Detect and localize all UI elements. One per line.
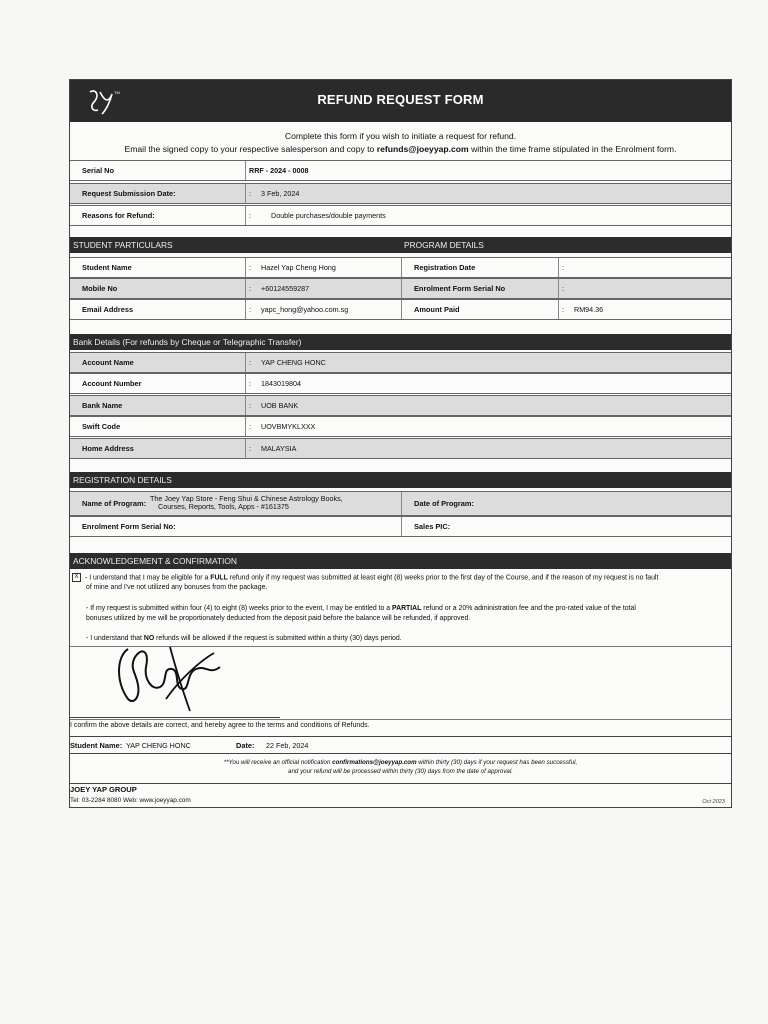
submission-date-row	[70, 183, 731, 204]
amount-paid-value: RM94.36	[574, 305, 604, 314]
bank-details-subheading: (For refunds by Cheque or Telegraphic Transfer)	[122, 337, 302, 347]
confirm-date-label: Date:	[236, 740, 255, 750]
home-address-value: MALAYSIA	[261, 444, 297, 453]
program-details-heading: PROGRAM DETAILS	[404, 240, 484, 250]
account-number-field[interactable]: : 1843019804	[245, 374, 731, 393]
registration-section-bar	[70, 472, 731, 488]
ack-p1-text-c: refund only if my request was submitted at least eight (8) weeks prior to the first day of the Course, and if the reason of my request is no fault	[227, 574, 659, 582]
note-line-1-post: within thirty (30) days if your request has been successful,	[416, 759, 578, 766]
amount-paid-label: Amount Paid	[401, 300, 558, 319]
student-row-2	[70, 278, 731, 299]
swift-label: Swift Code	[82, 422, 121, 431]
ack-paragraph-2	[70, 604, 731, 624]
submission-date-field[interactable]: : 3 Feb, 2024	[245, 184, 731, 203]
student-particulars-heading: STUDENT PARTICULARS	[73, 240, 173, 250]
registration-enrol-label: Enrolment Form Serial No:	[82, 522, 176, 531]
acknowledgement-heading: ACKNOWLEDGEMENT & CONFIRMATION	[73, 556, 237, 566]
account-name-field[interactable]: : YAP CHENG HONC	[245, 353, 731, 372]
program-name-line-1: The Joey Yap Store - Feng Shui & Chinese Astrology Books,	[150, 494, 343, 503]
enrolment-serial-field[interactable]: :	[558, 279, 731, 298]
reason-row	[70, 205, 731, 226]
confirmations-email-link[interactable]: confirmations@joeyyap.com	[332, 759, 417, 766]
note-line-1	[70, 758, 731, 767]
instructions-line-2	[70, 143, 731, 156]
student-row-3	[70, 299, 731, 320]
ack-p2-text-a: - If my request is submitted within four (4) to eight (8) weeks prior to the event, I may be entitled to a	[86, 605, 393, 612]
form-version: Oct 2023	[702, 799, 725, 805]
bank-name-value: UOB BANK	[261, 401, 299, 410]
svg-text:TM: TM	[114, 90, 120, 95]
company-contact: Tel: 03-2284 8080 Web: www.joeyyap.com	[70, 797, 191, 804]
program-name-label: Name of Program:	[82, 499, 147, 508]
ack-p1-text-a: - I understand that I may be eligible for a	[85, 574, 211, 582]
confirm-student-name-value[interactable]: YAP CHENG HONC	[126, 740, 191, 750]
company-name: JOEY YAP GROUP	[70, 785, 137, 794]
submission-date-value: 3 Feb, 2024	[261, 189, 300, 198]
acknowledgement-section-bar	[70, 553, 731, 569]
form-header	[70, 80, 731, 122]
confirm-student-name-label: Student Name:	[70, 740, 123, 750]
home-address-row	[70, 438, 731, 459]
note-line-2: and your refund will be processed within thirty (30) days from the date of approval.	[288, 768, 513, 775]
mobile-label: Mobile No	[82, 284, 118, 293]
student-row-1	[70, 257, 731, 278]
home-address-label: Home Address	[82, 444, 134, 453]
swift-value: UOVBMYKLXXX	[261, 422, 316, 431]
instructions-line-1: Complete this form if you wish to initiate a request for refund.	[284, 131, 517, 141]
refund-form	[69, 79, 732, 808]
form-title: REFUND REQUEST FORM	[317, 92, 484, 107]
mobile-value: +60124559287	[261, 284, 310, 293]
bank-name-label: Bank Name	[82, 401, 123, 410]
account-name-row	[70, 352, 731, 373]
mobile-field[interactable]: : +60124559287	[245, 279, 400, 298]
email-value: yapc_hong@yahoo.com.sg	[261, 305, 349, 314]
form-instructions	[70, 130, 731, 156]
program-name-row	[70, 491, 731, 516]
ack-p3-text-c: refunds will be allowed if the request is submitted within a thirty (30) days period.	[154, 635, 402, 642]
signature-image	[110, 639, 240, 719]
home-address-field[interactable]: : MALAYSIA	[245, 439, 731, 458]
account-number-value: 1843019804	[261, 379, 301, 388]
ack-p2-text-c: refund or a 20% administration fee and the pro-rated value of the total	[421, 605, 636, 612]
serial-row	[70, 160, 731, 181]
amount-paid-field[interactable]: : RM94.36	[558, 300, 731, 319]
student-name-field[interactable]: : Hazel Yap Cheng Honɡ	[245, 258, 400, 277]
student-name-label: Student Name	[82, 263, 132, 272]
student-name-date-row	[70, 736, 731, 754]
submission-date-label: Request Submission Date:	[82, 189, 176, 198]
ack-p2-bold: PARTIAL	[392, 605, 422, 612]
ack-p3-bold: NO	[143, 635, 155, 642]
reason-label: Reasons for Refund:	[82, 211, 155, 220]
account-name-label: Account Name	[82, 358, 134, 367]
bank-details-heading: Bank Details	[73, 337, 121, 347]
program-name-line-2: Courses, Reports, Tools, Apps - #161375	[158, 502, 289, 511]
signature-line	[70, 717, 280, 718]
ack-paragraph-1	[70, 573, 731, 593]
program-date-label: Date of Program:	[401, 492, 731, 515]
signature-area[interactable]	[70, 646, 731, 720]
ack-p3-text-a: - I understand that	[86, 635, 144, 642]
sales-pic-label: Sales PIC:	[401, 517, 731, 536]
note-line-1-pre: **You will receive an official notification	[223, 759, 333, 766]
reason-field[interactable]: : Double purchases/double payments	[245, 206, 731, 225]
account-number-row	[70, 373, 731, 394]
reason-value: Double purchases/double payments	[271, 211, 386, 220]
registration-details-heading: REGISTRATION DETAILS	[73, 475, 172, 485]
bank-name-field[interactable]: : UOB BANK	[245, 396, 731, 415]
bank-section-bar	[70, 334, 731, 350]
program-name-field[interactable]	[150, 492, 400, 515]
serial-value[interactable]: RRF - 2024 - 0008	[245, 161, 731, 180]
ack-p1-text-d: of mine and I've not utilized any bonuses from the package.	[86, 584, 268, 592]
refunds-email-link[interactable]: refunds@joeyyap.com	[376, 144, 469, 154]
confirm-statement: I confirm the above details are correct, and hereby agree to the terms and conditions of Refunds.	[70, 722, 370, 729]
account-name-value: YAP CHENG HONC	[261, 358, 326, 367]
agree-checkbox[interactable]: X	[72, 573, 81, 582]
registration-date-field[interactable]: :	[558, 258, 731, 277]
footer-divider	[70, 783, 731, 784]
swift-row	[70, 416, 731, 437]
serial-label: Serial No	[82, 166, 115, 175]
instructions-text-end: within the time frame stipulated in the Enrolment form.	[468, 144, 677, 154]
email-field[interactable]: : yapc_hong@yahoo.com.sg	[245, 300, 400, 319]
registration-date-label: Registration Date	[401, 258, 558, 277]
notification-note	[70, 758, 731, 776]
confirm-date-value[interactable]: 22 Feb, 2024	[266, 740, 309, 750]
enrolment-serial-label: Enrolment Form Serial No	[401, 279, 558, 298]
instructions-text: Email the signed copy to your respective salesperson and copy to	[124, 144, 377, 154]
ack-p2-text-d: bonuses utilized by me will be proportionately deducted from the deposit paid before the balance will be refunded, if approved.	[86, 615, 471, 622]
ack-p1-bold: FULL	[210, 574, 228, 582]
swift-field[interactable]: : UOVBMYKLXXX	[245, 417, 731, 436]
email-label: Email Address	[82, 305, 134, 314]
bank-name-row	[70, 395, 731, 416]
student-program-section-bar	[70, 237, 731, 253]
student-name-value: Hazel Yap Cheng Honɡ	[261, 263, 336, 272]
registration-enrol-row	[70, 516, 731, 537]
account-number-label: Account Number	[82, 379, 142, 388]
